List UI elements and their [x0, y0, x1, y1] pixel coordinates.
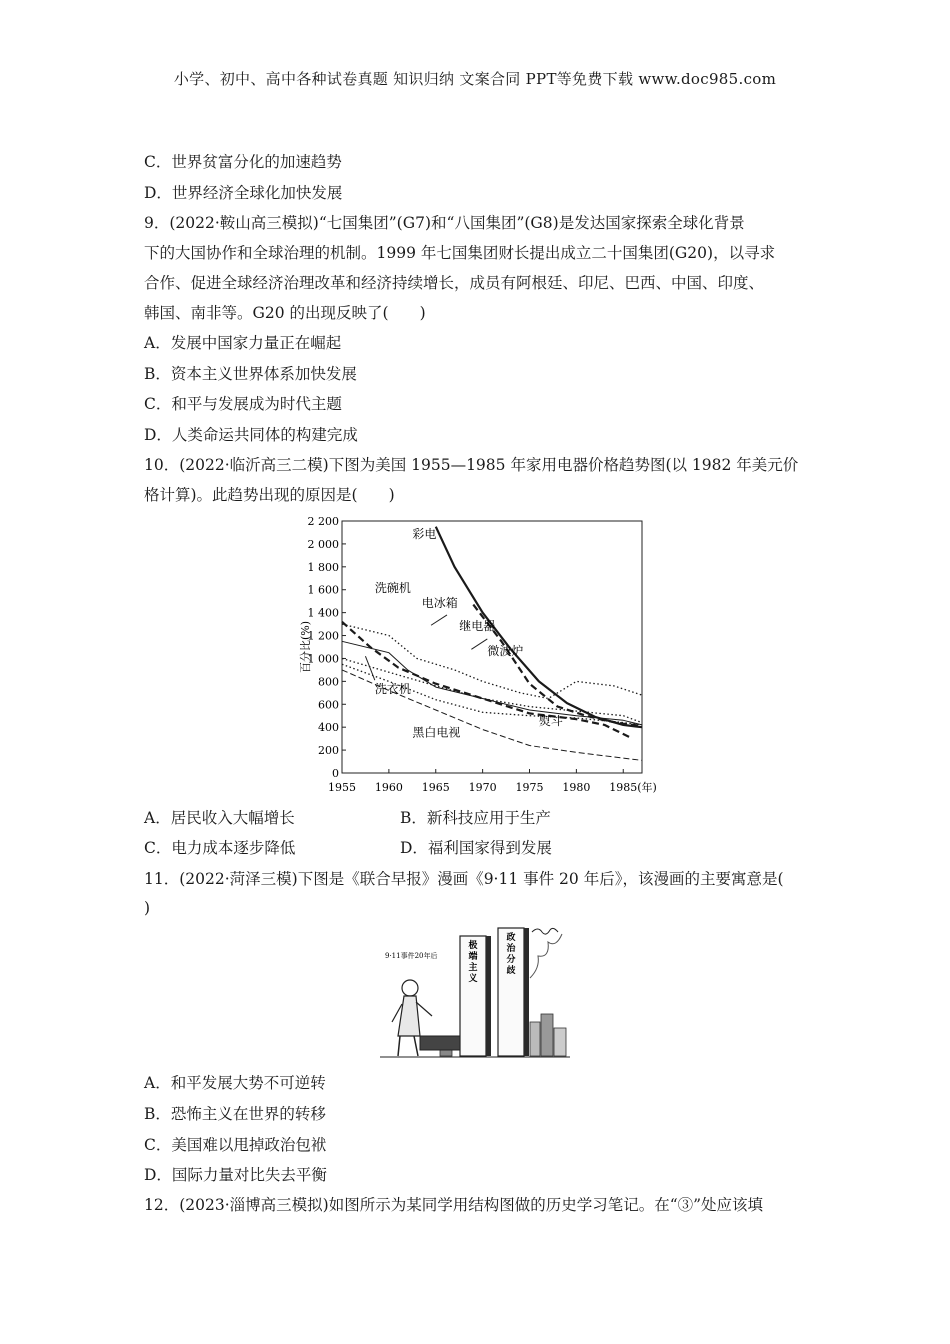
q12-stem-line1: 12．(2023·淄博高三模拟)如图所示为某同学用结构图做的历史学习笔记。在“③”处应该填 — [144, 1196, 764, 1214]
signature-mark — [532, 928, 558, 934]
tower-left-shadow — [486, 936, 491, 1056]
series-annotation: 黑白电视 — [412, 725, 461, 740]
q10-stem-line2: 格计算)。此趋势出现的原因是( ) — [144, 486, 395, 504]
x-tick-label: 1965 — [421, 781, 450, 794]
q10-option-a: A．居民收入大幅增长 — [144, 809, 295, 827]
x-tick-label: 1980 — [562, 781, 591, 794]
q9-stem-line2: 下的大国协作和全球治理的机制。1999 年七国集团财长提出成立二十国集团(G20)，以寻求 — [144, 244, 776, 262]
q9-option-a: A．发展中国家力量正在崛起 — [144, 334, 342, 352]
y-tick-label: 400 — [318, 721, 339, 735]
y-tick-label: 1 200 — [307, 629, 339, 643]
building — [554, 1028, 566, 1056]
y-tick-label: 800 — [318, 675, 339, 689]
q11-stem-line1: 11．(2022·菏泽三模)下图是《联合早报》漫画《9·11 事件 20 年后》，该漫画的主要寓意是( — [144, 870, 784, 888]
y-tick-label: 0 — [332, 767, 339, 780]
x-tick-label: 1955 — [328, 781, 356, 794]
y-tick-label: 1 600 — [307, 583, 339, 597]
series-annotation: 电冰箱 — [421, 595, 458, 610]
x-tick-label: 1960 — [374, 781, 403, 794]
y-tick-label: 600 — [318, 698, 339, 712]
building — [541, 1014, 553, 1056]
y-tick-label: 2 200 — [307, 515, 339, 528]
figure-legs — [398, 1036, 418, 1056]
cartoon-caption: 9·11事件20年后 — [385, 952, 438, 960]
series-annotation: 继电器 — [459, 618, 496, 633]
q10-option-b: B．新科技应用于生产 — [400, 809, 551, 827]
q9-option-d: D．人类命运共同体的构建完成 — [144, 426, 358, 444]
q10-option-d: D．福利国家得到发展 — [400, 839, 552, 857]
q11-option-b: B．恐怖主义在世界的转移 — [144, 1105, 326, 1123]
option-d-prev: D．世界经济全球化加快发展 — [144, 184, 343, 202]
tower-right-shadow — [524, 928, 529, 1056]
cartoon-911 — [380, 918, 570, 1060]
smoke-lines — [530, 934, 562, 978]
option-c-prev: C．世界贫富分化的加速趋势 — [144, 153, 342, 171]
series-annotation: 洗衣机 — [374, 681, 411, 696]
q10-options-row1 — [144, 808, 824, 828]
q9-option-c: C．和平与发展成为时代主题 — [144, 395, 342, 413]
y-tick-label: 2 000 — [307, 537, 339, 551]
q9-stem-line1: 9．(2022·鞍山高三模拟)“七国集团”(G7)和“八国集团”(G8)是发达国家探索全球化背景 — [144, 214, 745, 232]
y-tick-label: 1 000 — [307, 652, 339, 666]
series-annotation: 微波炉 — [487, 644, 524, 659]
y-axis-label: 百分比(%) — [299, 620, 312, 674]
q11-option-d: D．国际力量对比失去平衡 — [144, 1166, 327, 1184]
q10-stem-line1: 10．(2022·临沂高三二模)下图为美国 1955—1985 年家用电器价格趋势图(以 1982 年美元价 — [144, 456, 799, 474]
q11-stem-line2: ) — [144, 899, 151, 917]
series-annotation: 熨斗 — [538, 713, 563, 728]
q11-option-a: A．和平发展大势不可逆转 — [144, 1074, 326, 1092]
q11-option-c: C．美国难以甩掉政治包袱 — [144, 1136, 327, 1154]
y-tick-label: 200 — [318, 744, 339, 758]
series-line — [473, 605, 642, 726]
series-annotation: 洗碗机 — [374, 581, 411, 596]
cartoon-illustration — [380, 918, 570, 1060]
x-tick-label: 1970 — [468, 781, 497, 794]
chart-svg — [290, 513, 670, 803]
site-header: 小学、初中、高中各种试卷真题 知识归纳 文案合同 PPT等免费下载 www.doc985.com — [173, 70, 777, 88]
x-tick-label: 1975 — [515, 781, 544, 794]
appliance-price-chart — [290, 513, 670, 803]
q9-stem-line4: 韩国、南非等。G20 的出现反映了( ) — [144, 304, 426, 322]
annotation-leader — [431, 615, 447, 625]
series-annotation: 彩电 — [412, 527, 437, 542]
y-tick-label: 1 800 — [307, 560, 339, 574]
building — [530, 1022, 540, 1056]
x-tick-label: 1985(年) — [609, 781, 657, 794]
annotation-leader — [471, 639, 487, 649]
q9-option-b: B．资本主义世界体系加快发展 — [144, 365, 357, 383]
figure-head — [402, 980, 418, 996]
q10-options-row2 — [144, 838, 824, 858]
tower-left-label: 极端主义 — [468, 941, 478, 984]
q9-stem-line3: 合作、促进全球经济治理改革和经济持续增长，成员有阿根廷、印尼、巴西、中国、印度、 — [144, 274, 765, 292]
figure-bench — [420, 1036, 460, 1050]
tower-right-label: 政治分歧 — [506, 933, 516, 976]
y-tick-label: 1 400 — [307, 606, 339, 620]
q10-option-c: C．电力成本逐步降低 — [144, 839, 296, 857]
